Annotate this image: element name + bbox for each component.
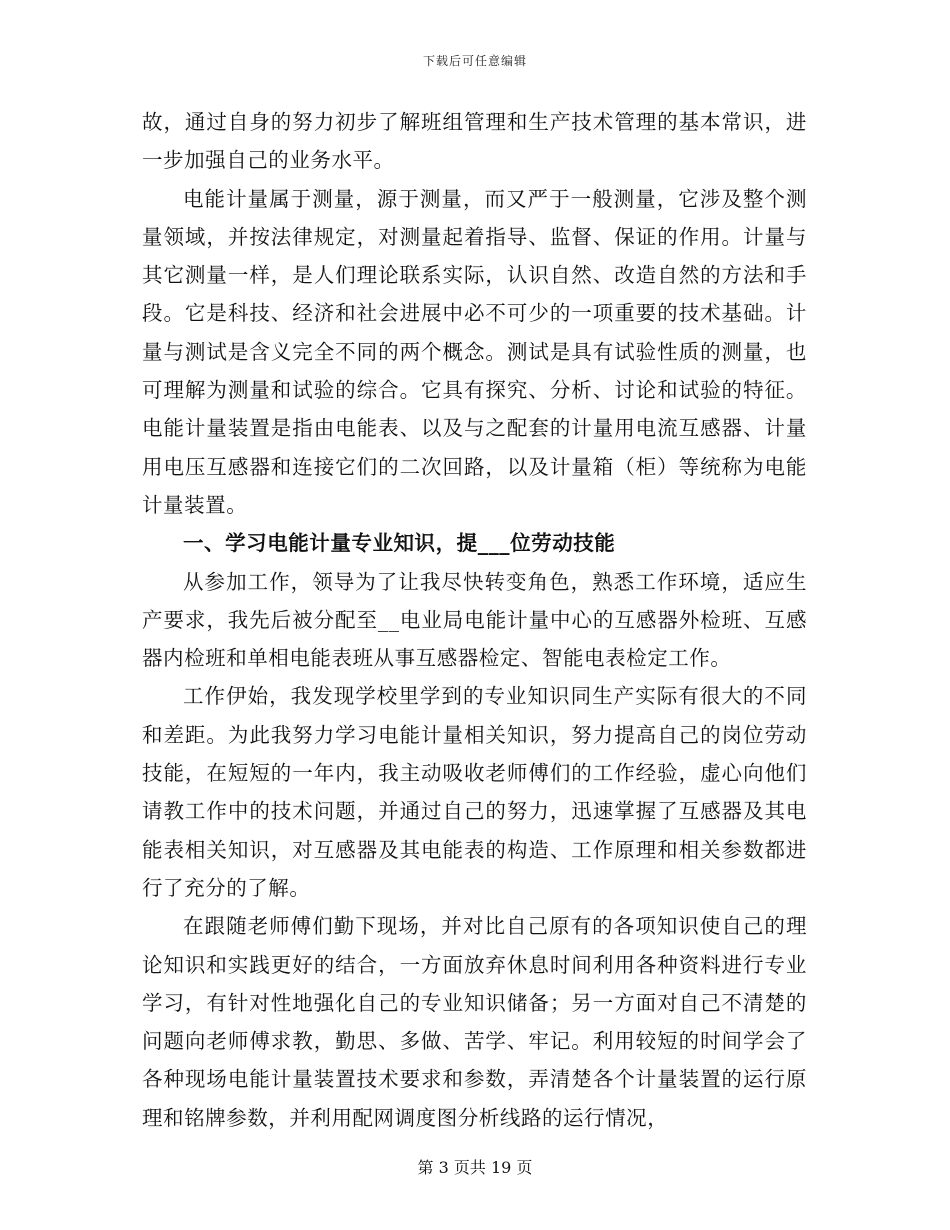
paragraph-continuation: 故，通过自身的努力初步了解班组管理和生产技术管理的基本常识，进一步加强自己的业务水平。 [142,110,807,173]
paragraph-learning: 工作伊始，我发现学校里学到的专业知识同生产实际有很大的不同和差距。为此我努力学习电能计量相关知识，努力提高自己的岗位劳动技能，在短短的一年内，我主动吸收老师傅们的工作经验，虚心向他们请教工作中的技术问题，并通过自己的努力，迅速掌握了互感器及其电能表相关知识，对互感器及其电能表的构造、工作原理和相关参数都进行了充分的了解。 [142,684,807,900]
section-heading: 一、学习电能计量专业知识，提___位劳动技能 [183,531,616,556]
page-number: 第 3 页共 19 页 [417,1158,533,1177]
document-body [142,103,807,1137]
page-header: 下载后可任意编辑 [422,54,527,68]
paragraph-assignment: 从参加工作，领导为了让我尽快转变角色，熟悉工作环境，适应生产要求，我先后被分配至__电业局电能计量中心的互感器外检班、互感器内检班和单相电能表班从事互感器检定、智能电表检定工作。 [142,569,807,671]
paragraph-field-practice: 在跟随老师傅们勤下现场，并对比自己原有的各项知识使自己的理论知识和实践更好的结合，一方面放弃休息时间利用各种资料进行专业学习，有针对性地强化自己的专业知识储备；另一方面对自己不清楚的问题向老师傅求教，勤思、多做、苦学、牢记。利用较短的时间学会了各种现场电能计量装置技术要求和参数，弄清楚各个计量装置的运行原理和铭牌参数，并利用配网调度图分析线路的运行情况， [142,914,807,1130]
paragraph-metering-definition: 电能计量属于测量，源于测量，而又严于一般测量，它涉及整个测量领域，并按法律规定，对测量起着指导、监督、保证的作用。计量与其它测量一样，是人们理论联系实际，认识自然、改造自然的方法和手段。它是科技、经济和社会进展中必不可少的一项重要的技术基础。计量与测试是含义完全不同的两个概念。测试是具有试验性质的测量，也可理解为测量和试验的综合。它具有探究、分析、讨论和试验的特征。电能计量装置是指由电能表、以及与之配套的计量用电流互感器、计量用电压互感器和连接它们的二次回路，以及计量箱（柜）等统称为电能计量装置。 [142,186,807,517]
